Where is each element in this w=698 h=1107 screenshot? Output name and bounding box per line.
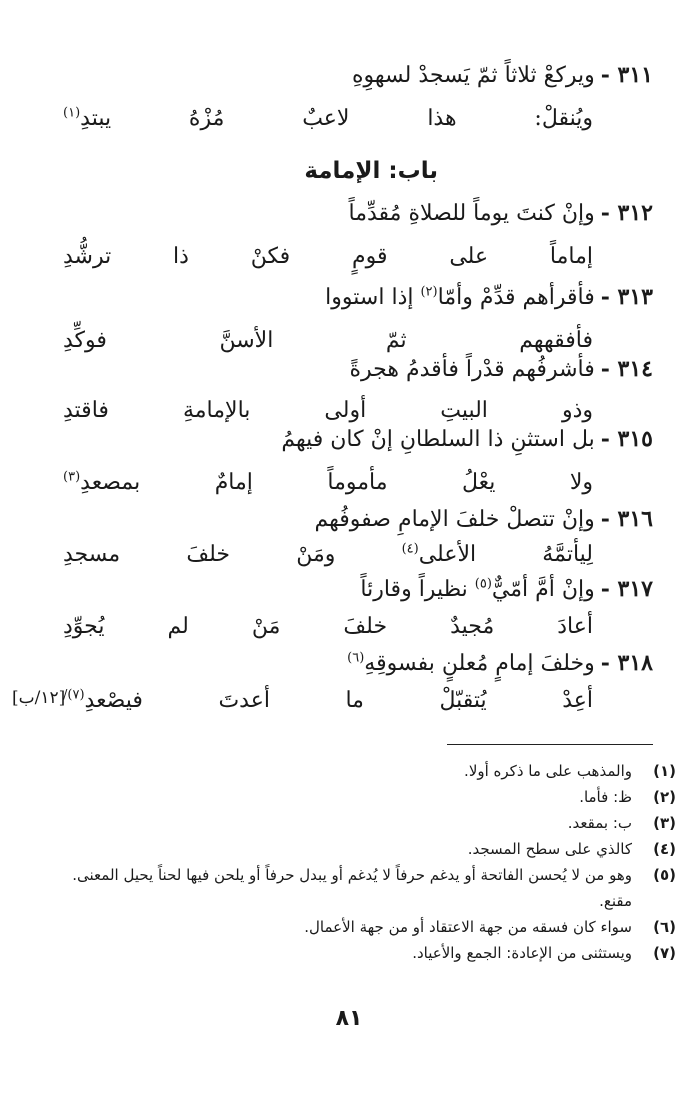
verse-number: ٣١٧ - xyxy=(600,576,653,602)
footnote-text: ويستثنى من الإعادة: الجمع والأعياد. xyxy=(412,944,632,962)
footnote-text: والمذهب على ما ذكره أولا. xyxy=(464,762,632,780)
verse-313-first-hemistich xyxy=(325,282,653,313)
verse-text: إماماً على قومٍ فكنْ ذا ترشُّدِ xyxy=(63,244,593,269)
footnote-separator xyxy=(447,744,653,745)
footnote-number: (٦) xyxy=(653,918,676,936)
verse-314-first-hemistich xyxy=(350,354,654,385)
verse-316-first-hemistich xyxy=(314,504,653,535)
footnote-item xyxy=(46,758,676,784)
verse-text: لِيأتمَّهُ الأعلى xyxy=(418,542,593,567)
verse-number: ٣١٨ - xyxy=(600,650,653,676)
verse-text: أعادَ مُجيدٌ خلفَ مَنْ لم يُجوِّدِ xyxy=(63,614,593,639)
verse-318-second-hemistich xyxy=(63,686,593,716)
verse-313-second-hemistich xyxy=(63,326,593,356)
verse-318-first-hemistich xyxy=(347,648,653,679)
verse-number: ٣١١ - xyxy=(600,62,653,88)
verse-text: بل استثنِ ذا السلطانِ إنْ كان فيهمُ xyxy=(281,427,595,452)
footnote-marker: (٢) xyxy=(420,284,438,300)
verse-text-tail: نظيراً وقارئاً xyxy=(360,577,475,602)
page-number: ٨١ xyxy=(335,1006,363,1031)
verse-317-first-hemistich xyxy=(360,574,653,605)
verse-314-second-hemistich xyxy=(63,396,593,426)
footnotes xyxy=(46,758,676,966)
section-heading: باب: الإمامة xyxy=(304,158,438,184)
footnote-number: (٧) xyxy=(653,944,676,962)
footnote-text: ب: بمقعد. xyxy=(567,814,632,832)
verse-316-second-hemistich xyxy=(63,540,593,570)
manuscript-folio-reference: [١٢/ب] xyxy=(12,688,66,708)
verse-text-tail: ومَنْ خلفَ مسجدِ xyxy=(63,542,402,567)
footnote-item xyxy=(46,914,676,940)
footnote-text: وهو من لا يُحسن الفاتحة أو يدغم حرفاً لا يُدغم أو يبدل حرفاً أو يلحن فيها لحناً يحيل المعنى. مقنع. xyxy=(72,866,632,910)
verse-number: ٣١٣ - xyxy=(600,284,653,310)
verse-312-first-hemistich xyxy=(349,198,653,229)
footnote-text: ظ: فأما. xyxy=(579,788,632,806)
verse-text: فأفقههم ثمّ الأسنَّ فوكِّدِ xyxy=(63,328,593,353)
footnote-marker: (٧)/ xyxy=(63,687,85,703)
footnote-marker: (٥) xyxy=(474,576,492,592)
footnote-number: (٢) xyxy=(653,788,676,806)
verse-315-first-hemistich xyxy=(281,424,653,455)
verse-315-second-hemistich xyxy=(63,468,593,498)
verse-text: فأشرفُهم قدْراً فأقدمُ هجرةً xyxy=(349,357,595,382)
footnote-text: كالذي على سطح المسجد. xyxy=(467,840,632,858)
verse-text: وذو البيتِ أولى بالإمامةِ فاقتدِ xyxy=(63,398,593,423)
footnote-number: (٤) xyxy=(653,840,676,858)
footnote-marker: (٤) xyxy=(401,541,419,557)
verse-text: ويركعْ ثلاثاً ثمّ يَسجدْ لسهوِهِ xyxy=(352,63,595,88)
verse-text: ولا يعْلُ مأموماً إمامٌ بمصعدِ xyxy=(80,470,593,495)
footnote-text: سواء كان فسقه من جهة الاعتقاد أو من جهة الأعمال. xyxy=(304,918,632,936)
footnote-item xyxy=(46,940,676,966)
verse-text: وإنْ كنتَ يوماً للصلاةِ مُقدِّماً xyxy=(348,201,595,226)
footnote-item xyxy=(46,862,676,914)
verse-text: وخلفَ إمامٍ مُعلنٍ بفسوقِهِ xyxy=(364,651,595,676)
footnote-marker: (١) xyxy=(63,105,81,121)
footnote-item xyxy=(46,810,676,836)
verse-text-tail: إذا استووا xyxy=(325,285,421,310)
verse-311-second-hemistich xyxy=(63,104,593,134)
verse-number: ٣١٢ - xyxy=(600,200,653,226)
footnote-number: (٥) xyxy=(653,866,676,884)
footnote-item xyxy=(46,836,676,862)
verse-text: وإنْ تتصلْ خلفَ الإمامِ صفوفُهم xyxy=(314,507,595,532)
verse-text: فأقرأهم قدِّمْ وأمّا xyxy=(437,285,595,310)
verse-number: ٣١٥ - xyxy=(600,426,653,452)
footnote-number: (١) xyxy=(653,762,676,780)
verse-number: ٣١٦ - xyxy=(600,506,653,532)
verse-number: ٣١٤ - xyxy=(600,356,653,382)
verse-text: ويُنقلْ: هذا لاعبٌ مُزْهُ يبتدِ xyxy=(80,106,593,131)
verse-text: وإنْ أمَّ أمّيٌّ xyxy=(491,577,595,602)
footnote-number: (٣) xyxy=(653,814,676,832)
footnote-marker: (٣) xyxy=(63,469,81,485)
verse-312-second-hemistich xyxy=(63,242,593,272)
footnote-item xyxy=(46,784,676,810)
verse-text: أعِدْ يُتقبّلْ ما أعدتَ فيصْعدِ xyxy=(84,688,593,713)
verse-311-first-hemistich xyxy=(352,60,653,91)
verse-317-second-hemistich xyxy=(63,612,593,642)
footnote-marker: (٦) xyxy=(347,650,365,666)
